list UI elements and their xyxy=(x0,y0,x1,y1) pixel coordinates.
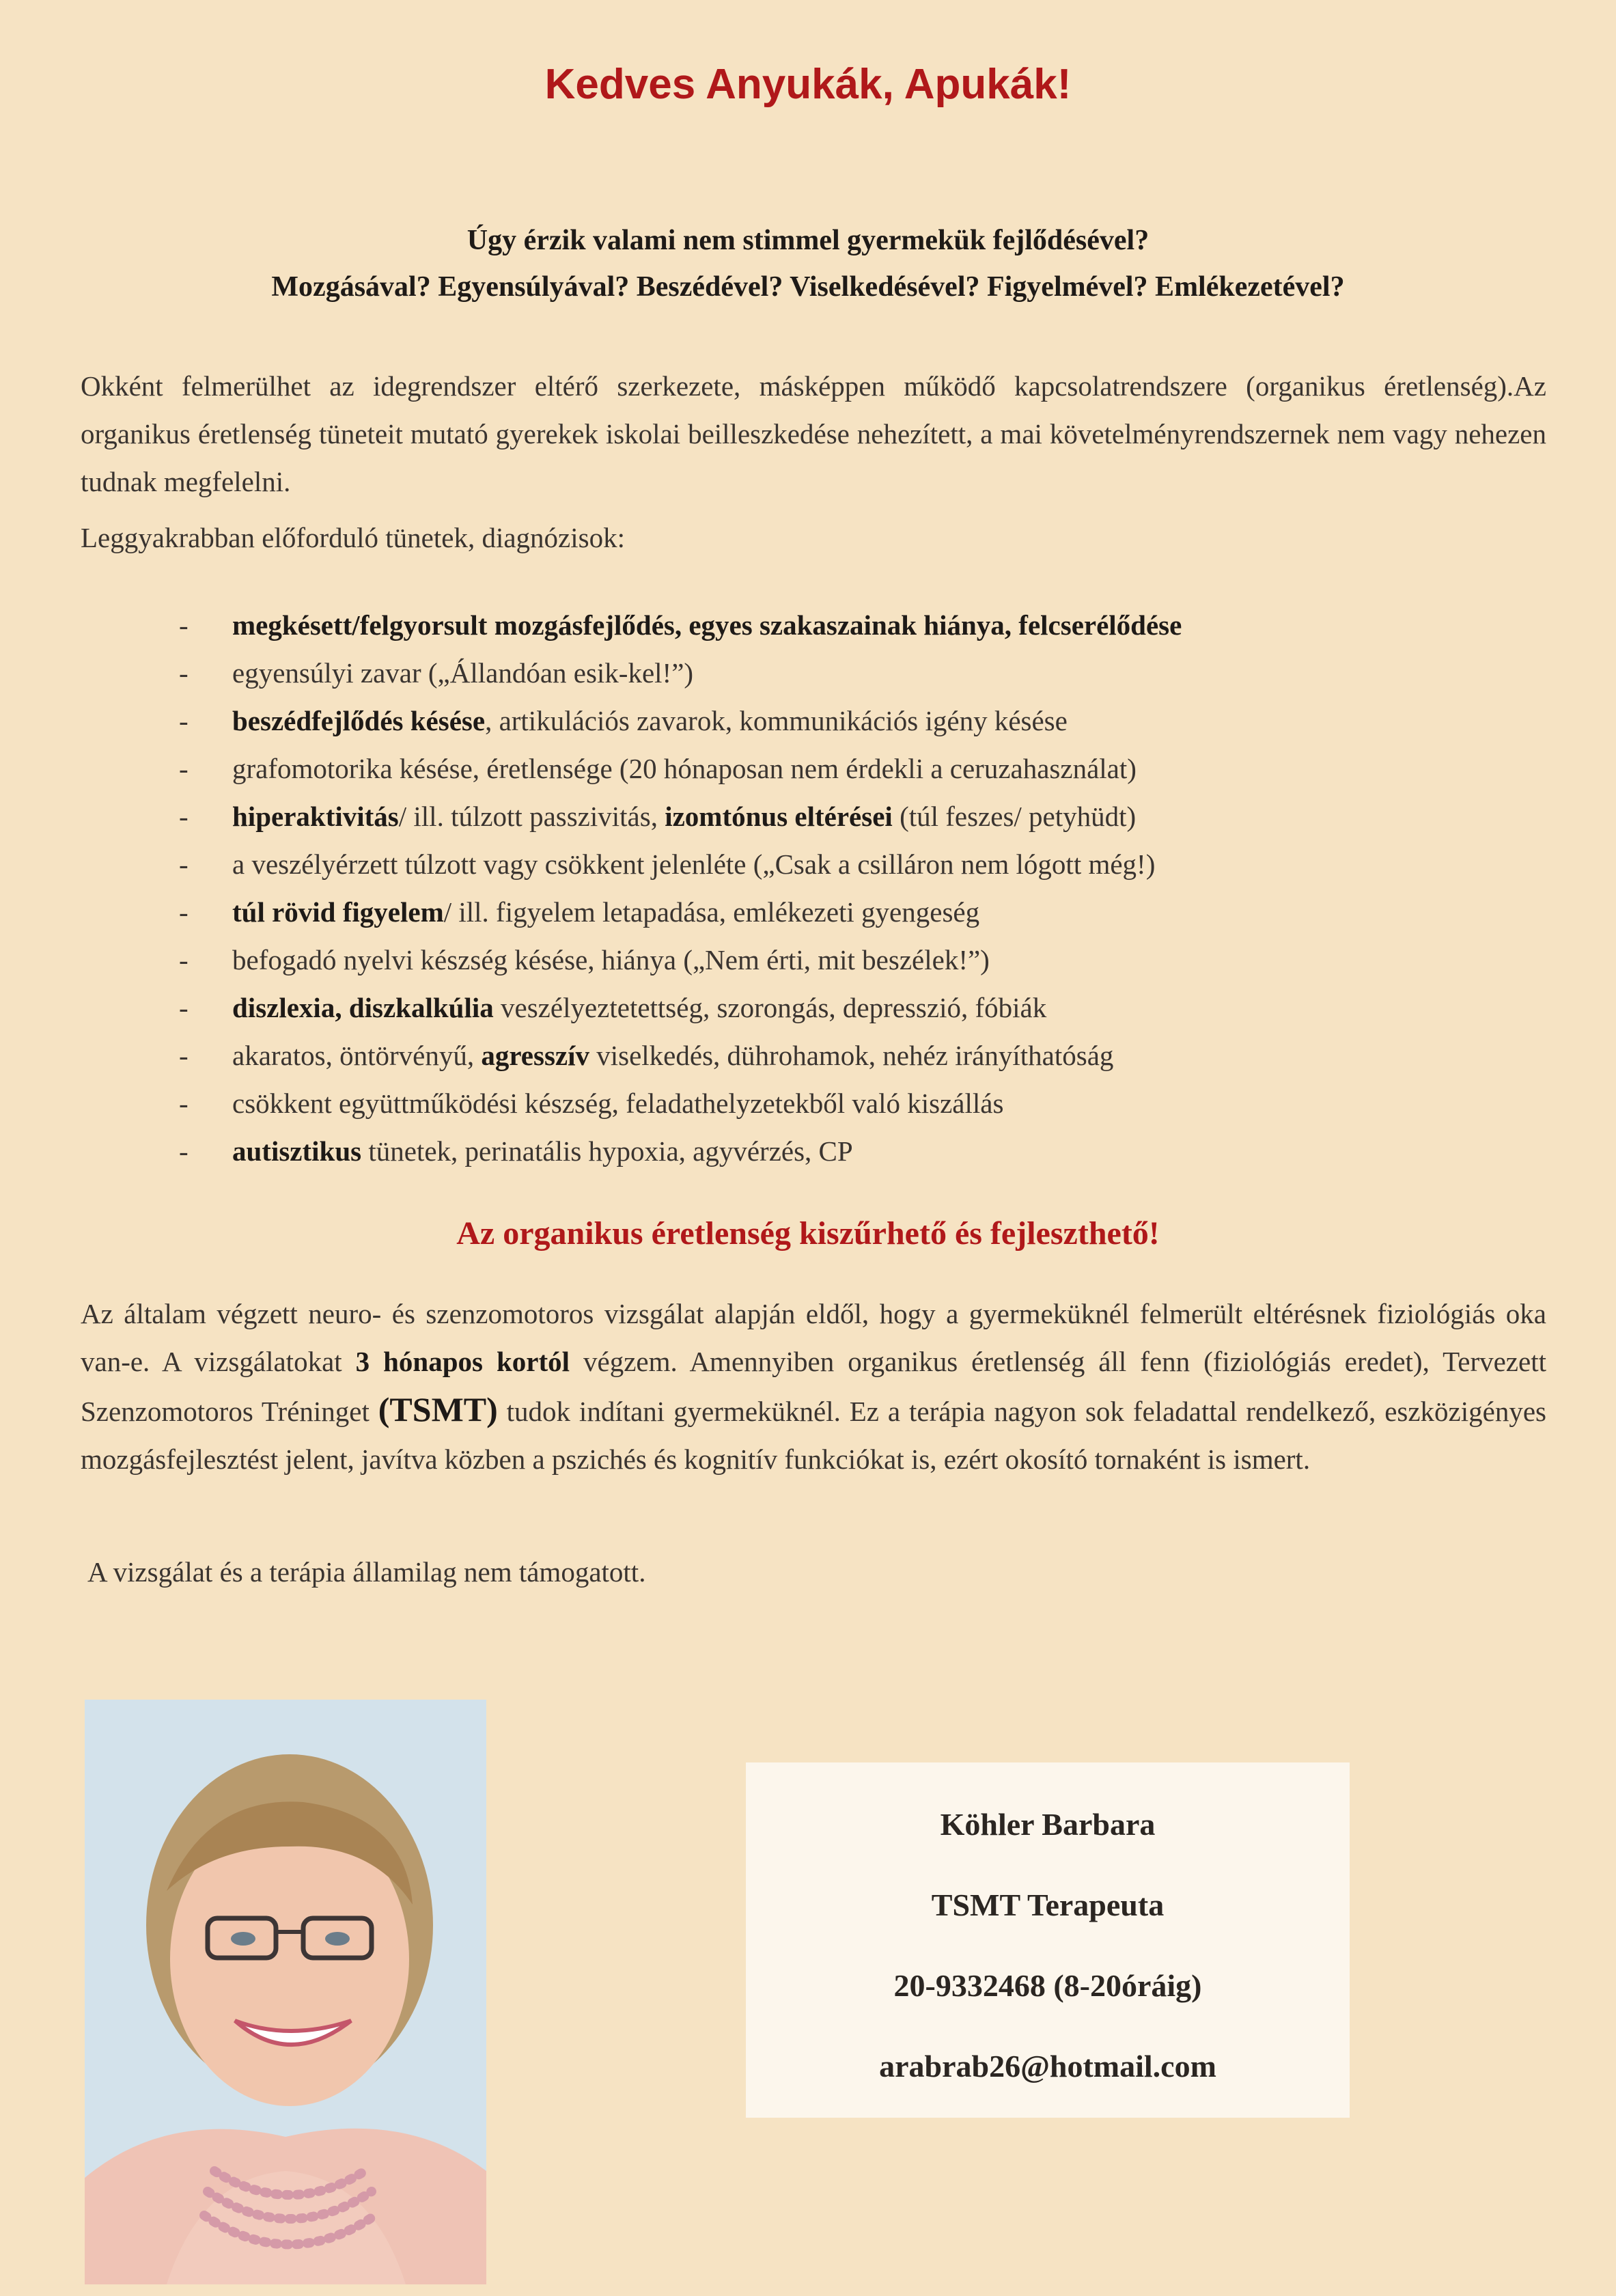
symptom-text: csökkent együttműködési készség, feladathelyzetekből való kiszállás xyxy=(232,1088,1004,1119)
list-dash: - xyxy=(179,896,189,928)
intro-paragraph: Okként felmerülhet az idegrendszer eltérő szerkezete, másképpen működő kapcsolatrendszere (organikus éretlenség).Az organikus éretlenség tüneteit mutató gyerekek iskolai beilleszkedése nehezített, a mai követelményrendszernek nem vagy nehezen tudnak megfelelni. xyxy=(81,370,1546,497)
symptom-text: a veszélyérzett túlzott vagy csökkent jelenléte („Csak a csilláron nem lógott még!) xyxy=(232,848,1156,880)
symptom-bold-text: diszlexia, diszkalkúlia xyxy=(232,992,494,1023)
symptom-bold-text: hiperaktivitás xyxy=(232,801,399,832)
list-dash: - xyxy=(179,1135,189,1167)
symptom-bold-text: megkésett/felgyorsult mozgásfejlődés, egyes szakaszainak hiánya, felcserélődése xyxy=(232,609,1182,641)
symptom-list-heading: Leggyakrabban előforduló tünetek, diagnózisok: xyxy=(81,522,625,553)
symptom-text: , artikulációs zavarok, kommunikációs igény késése xyxy=(485,705,1068,736)
paragraph-text: végzem. Amennyiben organikus éretlenség áll fenn (fiziológiás eredet), Tervezett Szenzomotoros Tréninget xyxy=(81,1346,1546,1427)
symptom-bold-text: agresszív xyxy=(481,1040,589,1071)
question-line-2: Mozgásával? Egyensúlyával? Beszédével? Viselkedésével? Figyelmével? Emlékezetével? xyxy=(271,271,1345,303)
list-item xyxy=(0,984,1616,1032)
list-item xyxy=(0,745,1616,792)
list-item xyxy=(0,649,1616,697)
symptom-text: / ill. figyelem letapadása, emlékezeti gyengeség xyxy=(443,896,980,928)
contact-name: Köhler Barbara xyxy=(940,1807,1156,1842)
list-item xyxy=(0,1127,1616,1175)
list-item xyxy=(0,792,1616,840)
contact-card xyxy=(746,1762,1350,2118)
main-paragraph xyxy=(81,1290,1546,1483)
list-item xyxy=(0,1032,1616,1079)
support-note: A vizsgálat és a terápia államilag nem támogatott. xyxy=(87,1556,646,1588)
portrait-image xyxy=(85,1700,486,2284)
list-item xyxy=(0,840,1616,888)
symptom-text: viselkedés, dührohamok, nehéz irányíthatóság xyxy=(589,1040,1114,1071)
list-dash: - xyxy=(179,753,189,784)
list-dash: - xyxy=(179,609,189,641)
list-item xyxy=(0,936,1616,984)
symptom-bold-text: izomtónus eltérései xyxy=(665,801,893,832)
symptom-text: (túl feszes/ petyhüdt) xyxy=(892,801,1137,832)
list-dash: - xyxy=(179,1040,189,1071)
list-dash: - xyxy=(179,992,189,1023)
symptom-text: / ill. túlzott passzivitás, xyxy=(398,801,665,832)
symptom-list xyxy=(0,601,1616,1175)
list-dash: - xyxy=(179,1088,189,1119)
list-item xyxy=(0,888,1616,936)
tsmt-label: (TSMT) xyxy=(378,1390,498,1428)
symptom-bold-text: autisztikus xyxy=(232,1135,362,1167)
symptom-bold-text: beszédfejlődés késése xyxy=(232,705,486,736)
symptom-bold-text: túl rövid figyelem xyxy=(232,896,444,928)
list-dash: - xyxy=(179,944,189,976)
contact-email: arabrab26@hotmail.com xyxy=(879,2049,1216,2084)
list-dash: - xyxy=(179,705,189,736)
symptom-text: akaratos, öntörvényű, xyxy=(232,1040,482,1071)
list-item xyxy=(0,601,1616,649)
therapist-photo xyxy=(85,1700,486,2284)
question-line-1: Úgy érzik valami nem stimmel gyermekük fejlődésével? xyxy=(466,225,1150,256)
symptom-text: befogadó nyelvi készség késése, hiánya („Nem érti, mit beszélek!”) xyxy=(232,944,990,976)
list-dash: - xyxy=(179,848,189,880)
contact-phone: 20-9332468 (8-20óráig) xyxy=(893,1968,1202,2003)
paragraph-bold-text: 3 hónapos kortól xyxy=(355,1346,570,1377)
symptom-text: grafomotorika késése, éretlensége (20 hónaposan nem érdekli a ceruzahasználat) xyxy=(232,753,1137,784)
symptom-text: egyensúlyi zavar („Állandóan esik-kel!”) xyxy=(232,657,694,689)
contact-role: TSMT Terapeuta xyxy=(931,1887,1165,1922)
headline: Az organikus éretlenség kiszűrhető és fejleszthető! xyxy=(456,1215,1160,1251)
list-item xyxy=(0,697,1616,745)
paragraph-text: Az általam végzett neuro- és szenzomotoros vizsgálat alapján eldől, hogy a gyermeküknél felmerült eltérésnek fiziológiás oka van-e. A vizsgálatokat xyxy=(81,1298,1546,1377)
page-title: Kedves Anyukák, Apukák! xyxy=(544,61,1072,108)
list-item xyxy=(0,1079,1616,1127)
list-dash: - xyxy=(179,657,189,689)
question-block xyxy=(0,217,1616,310)
symptom-text: veszélyeztetettség, szorongás, depresszió, fóbiák xyxy=(493,992,1047,1023)
paragraph-text: tudok indítani gyermeküknél. Ez a terápia nagyon sok feladattal rendelkező, eszközigényes mozgásfejlesztést jelent, javítva közben a pszichés és kognitív funkciókat is, ezért okosító tornaként is ismert. xyxy=(81,1396,1546,1475)
symptom-text: tünetek, perinatális hypoxia, agyvérzés, CP xyxy=(361,1135,853,1167)
list-dash: - xyxy=(179,801,189,832)
